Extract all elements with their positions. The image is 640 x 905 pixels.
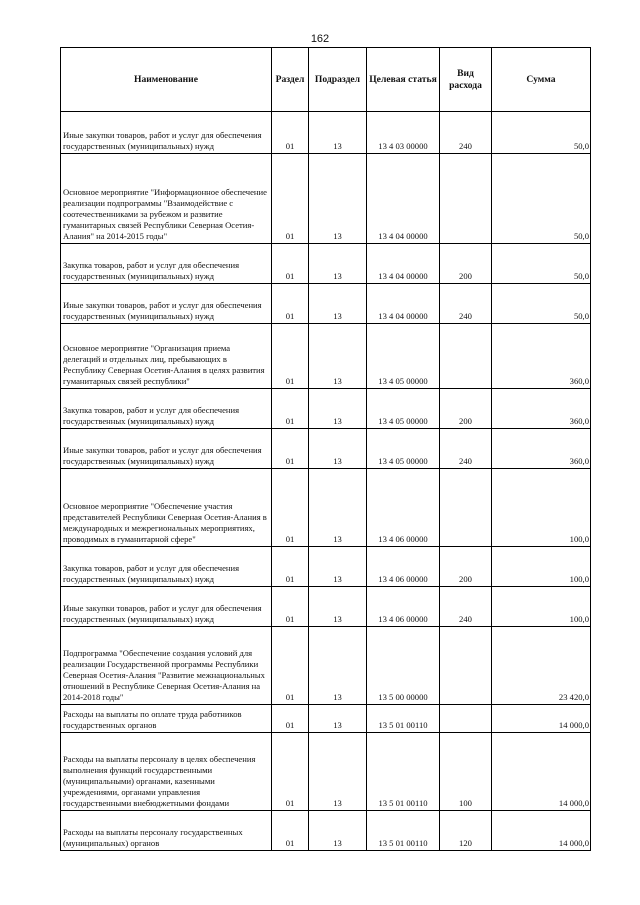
cell-name: Основное мероприятие "Организация приема делегаций и отдельных лиц, пребывающих в Республику Северная Осетия-Алания в целях развития гуманитарных связей республики" (61, 324, 272, 389)
cell-name: Основное мероприятие "Обеспечение участия представителей Республики Северная Осетия-Алания в международных и межрегиональных мероприятиях, проводимых в гуманитарной сфере" (61, 469, 272, 547)
cell-target: 13 4 05 00000 (367, 429, 440, 469)
cell-expense-type: 200 (440, 389, 492, 429)
table-row (61, 324, 591, 389)
cell-subsection: 13 (309, 469, 367, 547)
cell-name: Иные закупки товаров, работ и услуг для обеспечения государственных (муниципальных) нужд (61, 587, 272, 627)
cell-expense-type (440, 154, 492, 244)
cell-section: 01 (272, 547, 309, 587)
cell-section: 01 (272, 389, 309, 429)
cell-subsection: 13 (309, 112, 367, 154)
cell-expense-type: 240 (440, 429, 492, 469)
header-subsection: Подраздел (309, 48, 367, 112)
cell-sum: 360,0 (492, 429, 591, 469)
cell-name: Подпрограмма "Обеспечение создания условий для реализации Государственной программы Республики Северная Осетия-Алания "Развитие межнациональных отношений в Республике Северная Осетия-Алания на 2014-2018 годы" (61, 627, 272, 705)
cell-sum: 14 000,0 (492, 733, 591, 811)
cell-section: 01 (272, 244, 309, 284)
cell-sum: 14 000,0 (492, 705, 591, 733)
cell-expense-type: 240 (440, 587, 492, 627)
cell-name: Расходы на выплаты персоналу в целях обеспечения выполнения функций государственными (муниципальными) органами, казенными учреждениями, органами управления государственными внебюджетными фондами (61, 733, 272, 811)
cell-target: 13 4 06 00000 (367, 547, 440, 587)
table-row (61, 469, 591, 547)
table-row (61, 627, 591, 705)
cell-name: Иные закупки товаров, работ и услуг для обеспечения государственных (муниципальных) нужд (61, 112, 272, 154)
cell-sum: 100,0 (492, 547, 591, 587)
cell-subsection: 13 (309, 627, 367, 705)
cell-name: Иные закупки товаров, работ и услуг для обеспечения государственных (муниципальных) нужд (61, 429, 272, 469)
table-row (61, 284, 591, 324)
cell-target: 13 4 03 00000 (367, 112, 440, 154)
header-name: Наименование (61, 48, 272, 112)
cell-sum: 360,0 (492, 324, 591, 389)
cell-target: 13 5 01 00110 (367, 705, 440, 733)
cell-sum: 100,0 (492, 587, 591, 627)
cell-section: 01 (272, 733, 309, 811)
cell-section: 01 (272, 627, 309, 705)
table-row (61, 547, 591, 587)
cell-section: 01 (272, 587, 309, 627)
cell-expense-type (440, 324, 492, 389)
header-target: Целевая статья (367, 48, 440, 112)
cell-subsection: 13 (309, 733, 367, 811)
cell-expense-type: 200 (440, 244, 492, 284)
cell-section: 01 (272, 112, 309, 154)
cell-sum: 50,0 (492, 154, 591, 244)
cell-sum: 50,0 (492, 284, 591, 324)
cell-expense-type (440, 705, 492, 733)
cell-name: Расходы на выплаты по оплате труда работников государственных органов (61, 705, 272, 733)
cell-section: 01 (272, 154, 309, 244)
cell-target: 13 5 01 00110 (367, 733, 440, 811)
table-row (61, 244, 591, 284)
cell-expense-type: 240 (440, 284, 492, 324)
table-header-row (61, 48, 591, 112)
cell-section: 01 (272, 811, 309, 851)
cell-subsection: 13 (309, 429, 367, 469)
header-sum: Сумма (492, 48, 591, 112)
cell-subsection: 13 (309, 154, 367, 244)
table-row (61, 429, 591, 469)
table-row (61, 587, 591, 627)
cell-subsection: 13 (309, 324, 367, 389)
cell-section: 01 (272, 284, 309, 324)
header-expense-type: Вид расхода (440, 48, 492, 112)
cell-name: Закупка товаров, работ и услуг для обеспечения государственных (муниципальных) нужд (61, 389, 272, 429)
cell-sum: 100,0 (492, 469, 591, 547)
cell-section: 01 (272, 469, 309, 547)
cell-expense-type (440, 469, 492, 547)
table-row (61, 389, 591, 429)
table-row (61, 811, 591, 851)
cell-target: 13 4 06 00000 (367, 587, 440, 627)
cell-expense-type: 200 (440, 547, 492, 587)
cell-subsection: 13 (309, 587, 367, 627)
cell-expense-type: 240 (440, 112, 492, 154)
cell-target: 13 5 01 00110 (367, 811, 440, 851)
cell-expense-type: 120 (440, 811, 492, 851)
cell-target: 13 4 04 00000 (367, 284, 440, 324)
table-row (61, 705, 591, 733)
cell-target: 13 4 04 00000 (367, 154, 440, 244)
cell-sum: 23 420,0 (492, 627, 591, 705)
cell-name: Иные закупки товаров, работ и услуг для обеспечения государственных (муниципальных) нужд (61, 284, 272, 324)
cell-subsection: 13 (309, 389, 367, 429)
cell-target: 13 4 04 00000 (367, 244, 440, 284)
budget-table (60, 47, 591, 851)
cell-sum: 14 000,0 (492, 811, 591, 851)
cell-section: 01 (272, 705, 309, 733)
header-section: Раздел (272, 48, 309, 112)
cell-target: 13 4 06 00000 (367, 469, 440, 547)
cell-section: 01 (272, 429, 309, 469)
cell-subsection: 13 (309, 284, 367, 324)
cell-subsection: 13 (309, 705, 367, 733)
cell-sum: 360,0 (492, 389, 591, 429)
cell-target: 13 4 05 00000 (367, 324, 440, 389)
cell-target: 13 5 00 00000 (367, 627, 440, 705)
cell-sum: 50,0 (492, 244, 591, 284)
table-row (61, 112, 591, 154)
cell-sum: 50,0 (492, 112, 591, 154)
cell-name: Закупка товаров, работ и услуг для обеспечения государственных (муниципальных) нужд (61, 547, 272, 587)
cell-name: Расходы на выплаты персоналу государственных (муниципальных) органов (61, 811, 272, 851)
cell-name: Закупка товаров, работ и услуг для обеспечения государственных (муниципальных) нужд (61, 244, 272, 284)
cell-name: Основное мероприятие "Информационное обеспечение реализации подпрограммы "Взаимодействие с соотечественниками за рубежом и развитие гуманитарных связей Республики Северная Осетия-Алания" на 2014-2015 годы" (61, 154, 272, 244)
table-row (61, 733, 591, 811)
page-number: 162 (310, 33, 330, 45)
cell-subsection: 13 (309, 811, 367, 851)
cell-expense-type: 100 (440, 733, 492, 811)
cell-target: 13 4 05 00000 (367, 389, 440, 429)
cell-expense-type (440, 627, 492, 705)
table-row (61, 154, 591, 244)
cell-subsection: 13 (309, 547, 367, 587)
cell-subsection: 13 (309, 244, 367, 284)
cell-section: 01 (272, 324, 309, 389)
